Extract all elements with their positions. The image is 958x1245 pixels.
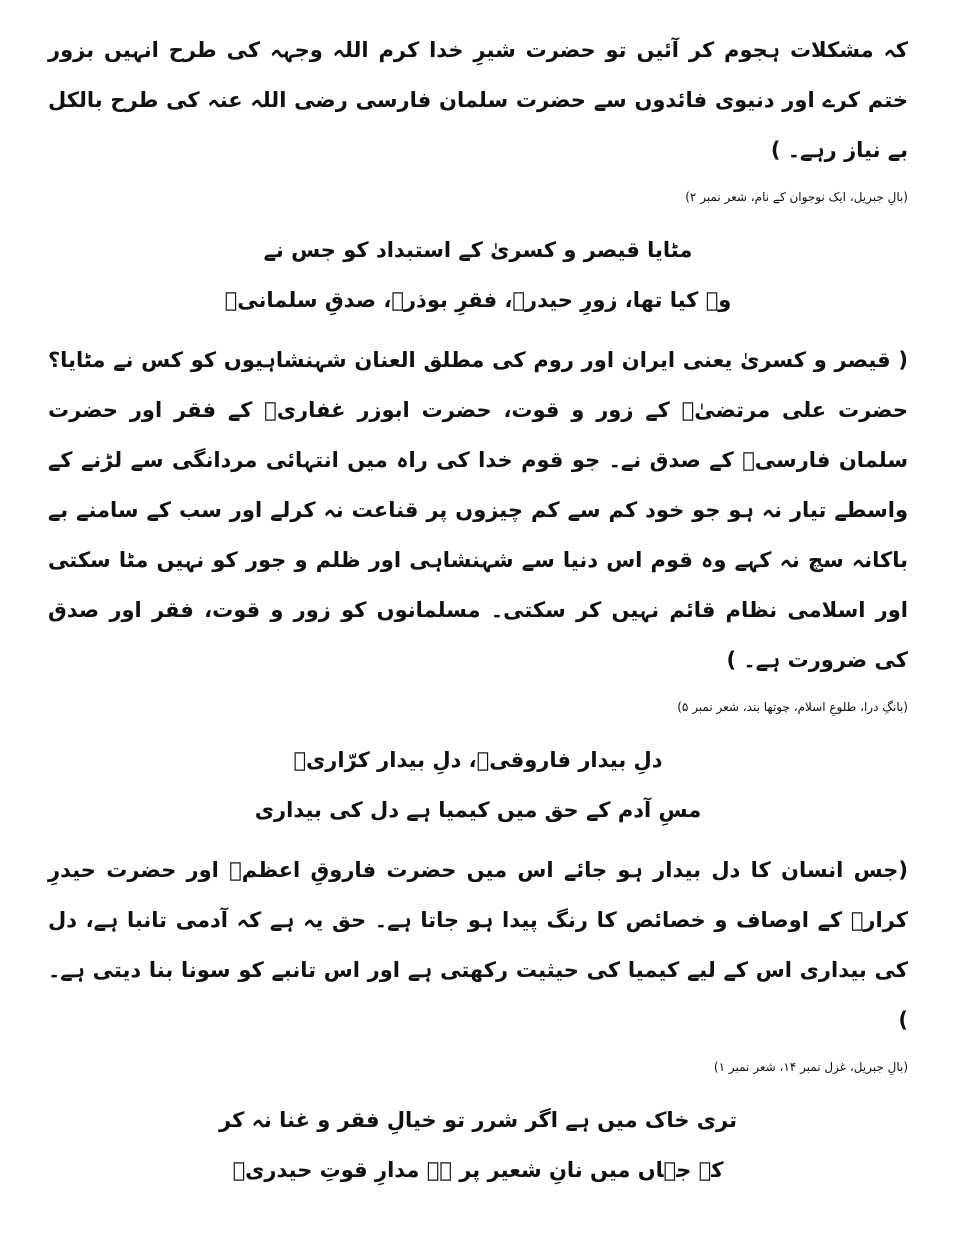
verse-1 [48,225,908,325]
verse-2 [48,735,908,835]
verse-line: مسِ آدم کے حق میں کیمیا ہے دل کی بیداری [254,798,702,822]
citation-2: (بانگِ درا، طلوعِ اسلام، چوتھا بند، شعر نمبر ۵) [677,700,908,714]
verse-3 [48,1095,908,1195]
verse-line: دلِ بیدار فاروقیؓ، دلِ بیدار کرّاریؓ [293,748,663,772]
paragraph-3: (جس انسان کا دل بیدار ہو جائے اس میں حضرت فاروقِ اعظمؓ اور حضرت حیدرِ کرارؓ کے اوصاف و خصائص کا رنگ پیدا ہو جاتا ہے۔ حق یہ ہے کہ آدمی تانبا ہے، دل کی بیداری اس کے لیے کیمیا کی حیثیت رکھتی ہے اور اس تانبے کو سونا بنا دیتی ہے۔ ) [48,858,908,1032]
verse-line: کہ جہاں میں نانِ شعیر پر ہے مدارِ قوتِ حیدریؓ [232,1158,724,1182]
verse-line: وہ کیا تھا، زورِ حیدرؓ، فقرِ بوذرؓ، صدقِ سلمانیؓ [224,288,732,312]
paragraph-1: کہ مشکلات ہجوم کر آئیں تو حضرت شیرِ خدا کرم اللہ وجہہ کی طرح انہیں بزور ختم کرے اور دنیوی فائدوں سے حضرت سلمان فارسی رضی اللہ عنہ کی طرح بالکل بے نیاز رہے۔ ) [48,38,908,162]
verse-line: تری خاک میں ہے اگر شرر تو خیالِ فقر و غنا نہ کر [219,1108,737,1132]
citation-1: (بالِ جبریل، ایک نوجوان کے نام، شعر نمبر ۲) [685,190,908,204]
verse-line: مٹایا قیصر و کسریٰ کے استبداد کو جس نے [263,238,693,262]
citation-3: (بالِ جبریل، غزل نمبر ۱۴، شعر نمبر ۱) [713,1060,908,1074]
paragraph-2: ( قیصر و کسریٰ یعنی ایران اور روم کی مطلق العنان شہنشاہیوں کو کس نے مٹایا؟ حضرت علی مرتضیٰؓ کے زور و قوت، حضرت ابوزر غفاریؓ کے فقر اور حضرت سلمان فارسیؓ کے صدق نے۔ جو قوم خدا کی راہ میں انتہائی مردانگی سے لڑنے کے واسطے تیار نہ ہو جو خود کم سے کم چیزوں پر قناعت نہ کرلے اور سب کے سامنے بے باکانہ سچ نہ کہے وہ قوم اس دنیا سے شہنشاہی اور ظلم و جور کو نہیں مٹا سکتی اور اسلامی نظام قائم نہیں کر سکتی۔ مسلمانوں کو زور و قوت، فقر اور صدق کی ضرورت ہے۔ ) [48,348,908,672]
